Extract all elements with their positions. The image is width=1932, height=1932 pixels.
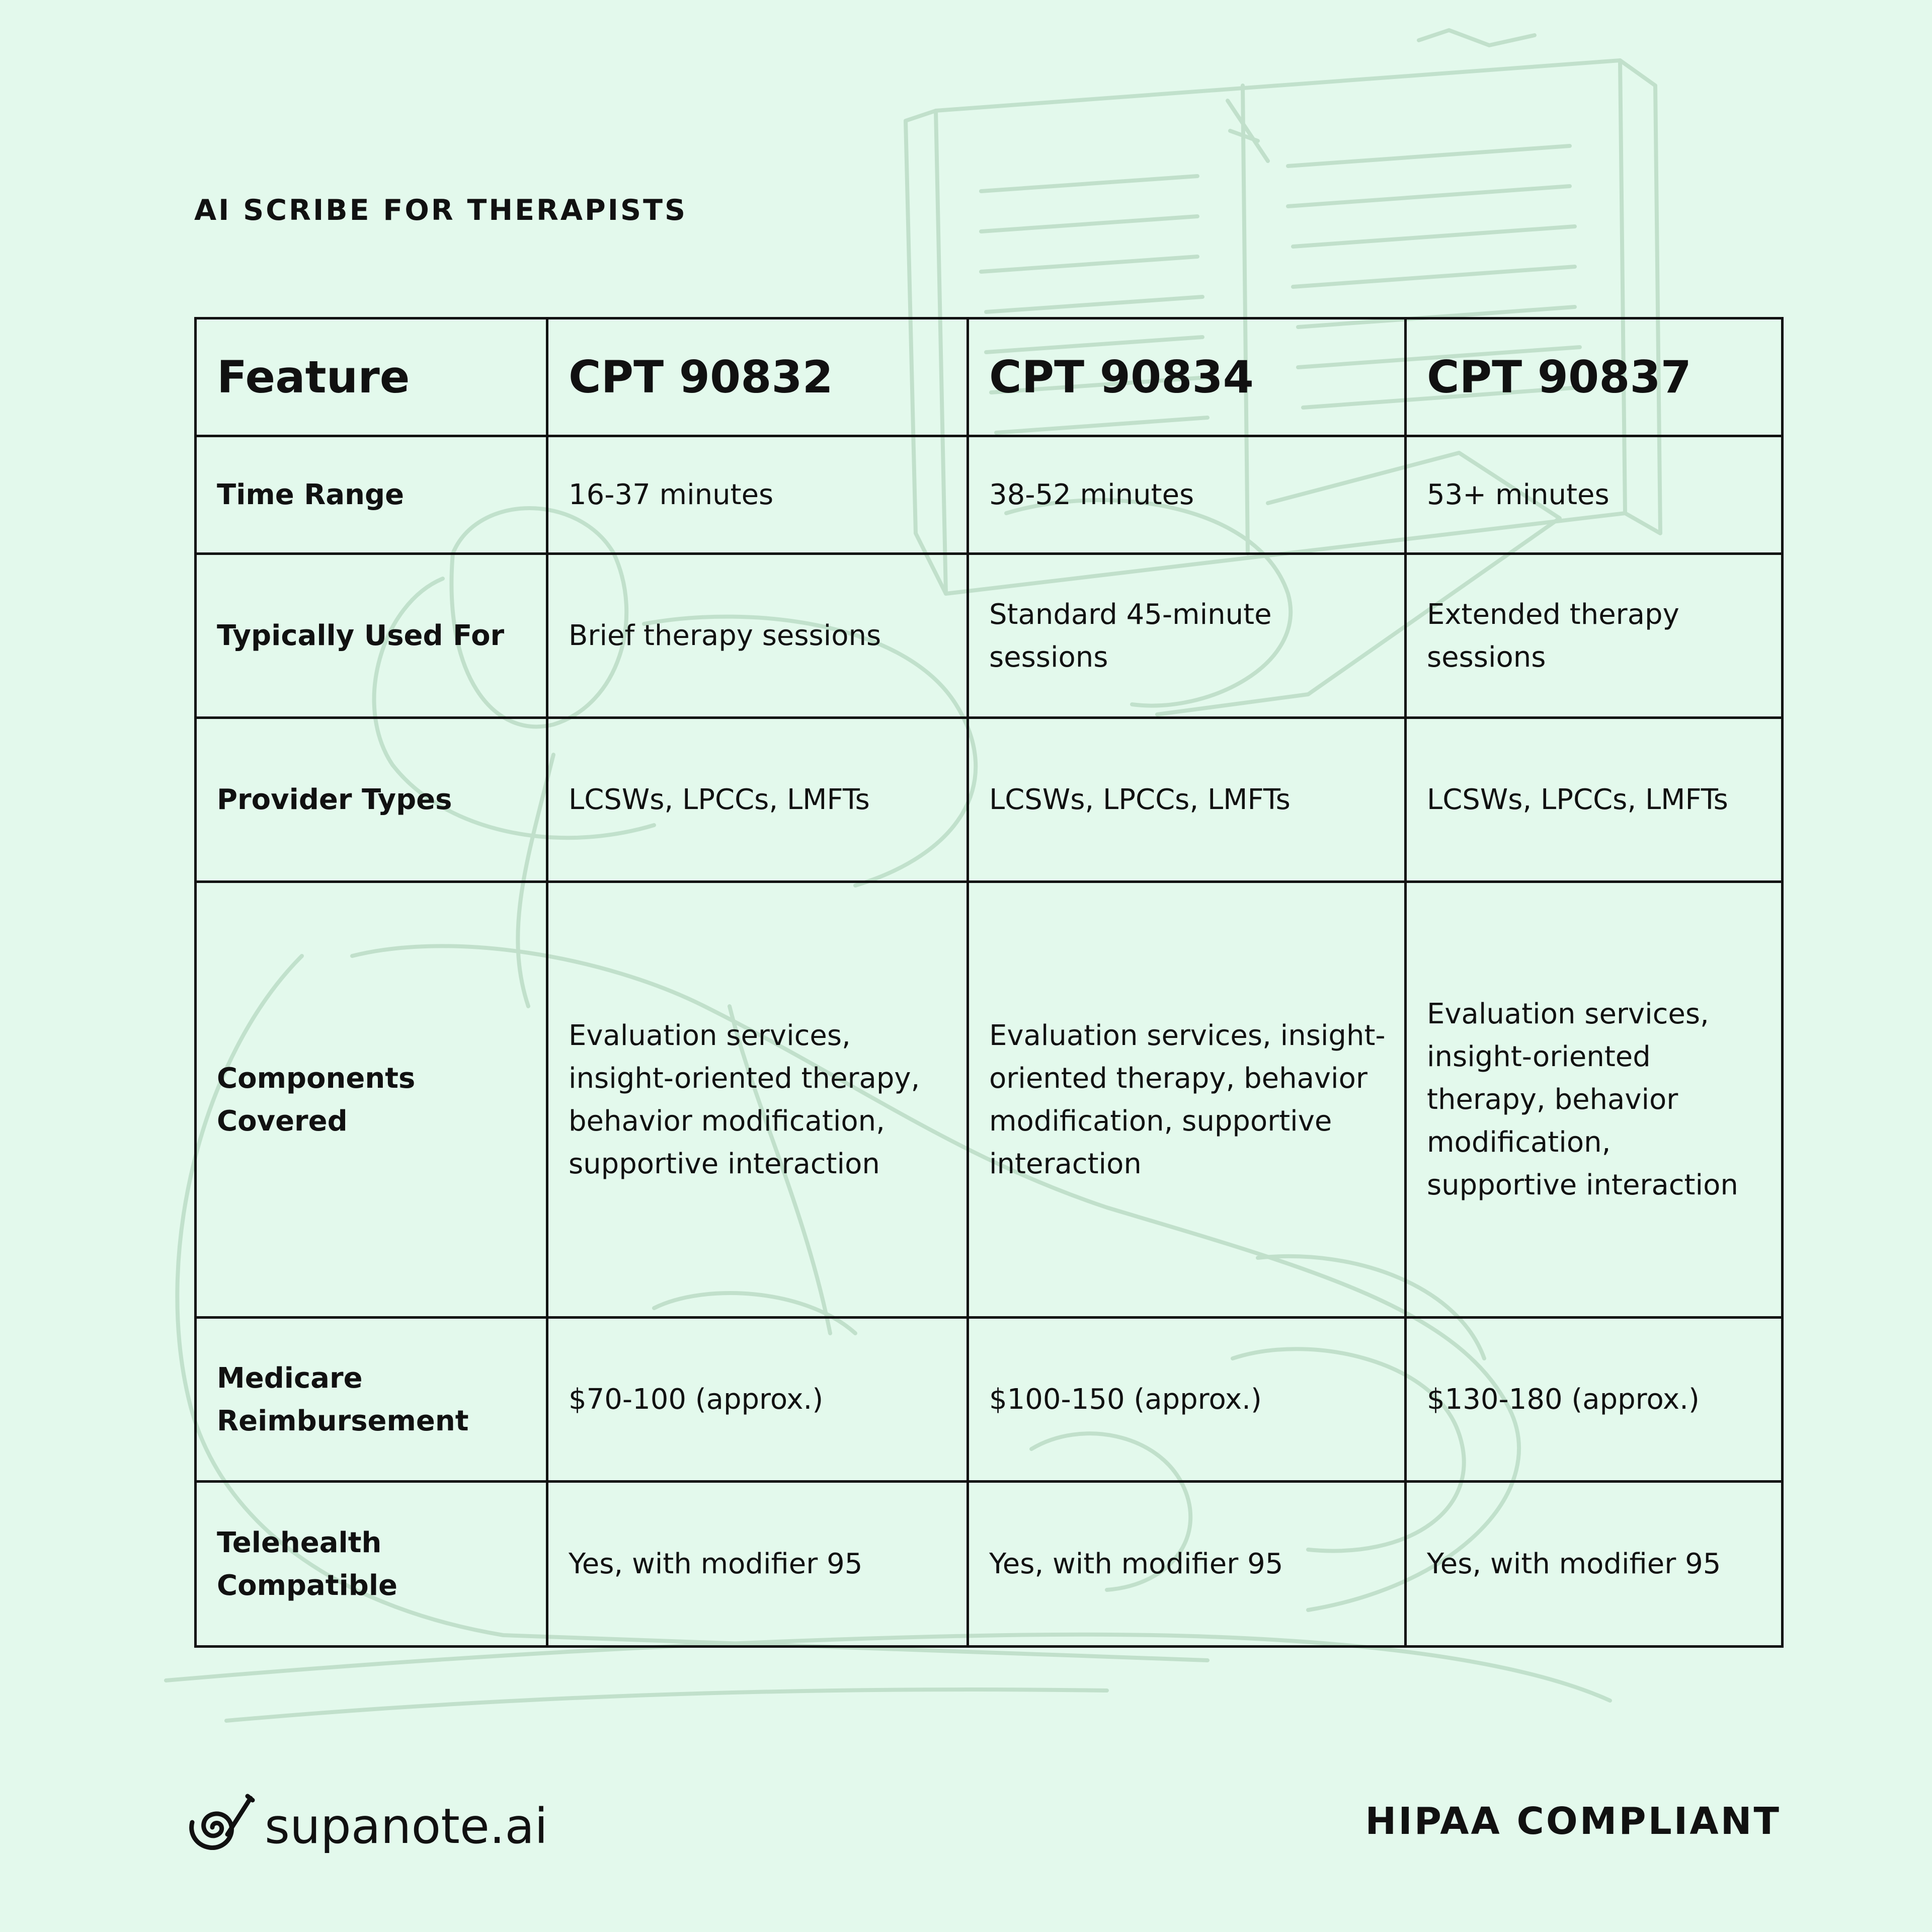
feature-label: Provider Types [196,718,547,882]
feature-label: Typically Used For [196,554,547,718]
cell-90837: Yes, with modifier 95 [1406,1482,1783,1647]
cell-90832: Yes, with modifier 95 [547,1482,968,1647]
cell-90832: Brief therapy sessions [547,554,968,718]
cell-90834: LCSWs, LPCCs, LMFTs [968,718,1406,882]
table-row-typically-used-for [196,554,1783,718]
cell-90837: $130-180 (approx.) [1406,1318,1783,1482]
table-row-medicare-reimbursement [196,1318,1783,1482]
header-cpt-90834: CPT 90834 [968,318,1406,436]
feature-label: Medicare Reimbursement [196,1318,547,1482]
table-row-components-covered [196,882,1783,1318]
table-row-telehealth-compatible [196,1482,1783,1647]
header-cpt-90832: CPT 90832 [547,318,968,436]
feature-label: Components Covered [196,882,547,1318]
table-row-time-range [196,436,1783,554]
cell-90837: 53+ minutes [1406,436,1783,554]
cpt-comparison-table [194,317,1781,1645]
cell-90832: $70-100 (approx.) [547,1318,968,1482]
cell-90837: Extended therapy sessions [1406,554,1783,718]
cell-90834: Yes, with modifier 95 [968,1482,1406,1647]
cell-90832: Evaluation services, insight-oriented therapy, behavior modification, supportive interaction [547,882,968,1318]
feature-label: Telehealth Compatible [196,1482,547,1647]
brand-logo [181,1791,548,1862]
header-feature: Feature [196,318,547,436]
feature-label: Time Range [196,436,547,554]
table-header-row [196,318,1783,436]
brand-name: supanote.ai [265,1798,548,1855]
cell-90832: LCSWs, LPCCs, LMFTs [547,718,968,882]
cell-90834: Standard 45-minute sessions [968,554,1406,718]
cell-90834: Evaluation services, insight-oriented therapy, behavior modification, supportive interaction [968,882,1406,1318]
table-row-provider-types [196,718,1783,882]
hipaa-compliant-badge: HIPAA COMPLIANT [1365,1800,1781,1843]
page-eyebrow-title: AI SCRIBE FOR THERAPISTS [194,194,688,227]
cell-90832: 16-37 minutes [547,436,968,554]
spiral-pen-icon [181,1791,257,1862]
cell-90834: $100-150 (approx.) [968,1318,1406,1482]
cell-90834: 38-52 minutes [968,436,1406,554]
cell-90837: Evaluation services, insight-oriented therapy, behavior modification, supportive interaction [1406,882,1783,1318]
cell-90837: LCSWs, LPCCs, LMFTs [1406,718,1783,882]
header-cpt-90837: CPT 90837 [1406,318,1783,436]
